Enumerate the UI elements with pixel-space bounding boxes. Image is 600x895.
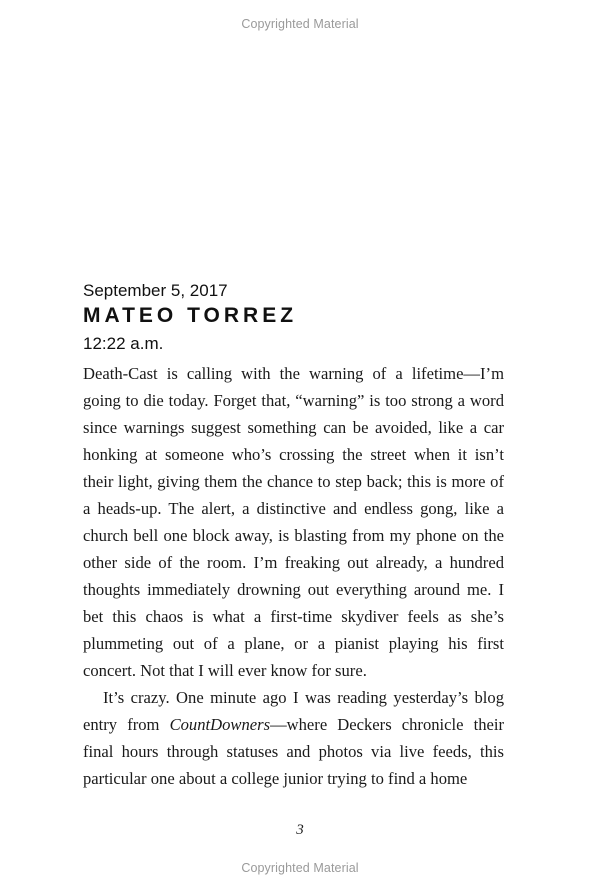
copyright-watermark-top: Copyrighted Material xyxy=(241,17,359,31)
body-text xyxy=(83,360,504,792)
chapter-time: 12:22 a.m. xyxy=(83,334,164,353)
paragraph-2 xyxy=(83,684,504,792)
paragraph-1: Death-Cast is calling with the warning of a lifetime—I’m going to die today. Forget that, “warning” is too strong a word since warnings suggest something can be avoided, like a car honking at someone who’s crossing the street when it isn’t their light, giving them the chance to step back; this is more of a heads-up. The alert, a distinctive and endless gong, like a church bell one block away, is blasting from my phone on the other side of the room. I’m freaking out already, a hundred thoughts immediately drowning out everything around me. I bet this chaos is what a first-time skydiver feels as she’s plummeting out of a plane, or a pianist playing his first concert. Not that I will ever know for sure. xyxy=(83,364,504,680)
paragraph-2-text-start: It’s crazy. One minute ago I was reading yesterday’s blog entry from xyxy=(83,688,504,734)
chapter-character-name: MATEO TORREZ xyxy=(83,304,298,327)
chapter-date: September 5, 2017 xyxy=(83,281,228,300)
copyright-watermark-bottom: Copyrighted Material xyxy=(241,861,359,875)
page-number: 3 xyxy=(296,822,304,838)
paragraph-2-text-end: —where Deckers chronicle their final hours through statuses and photos via live feeds, this particular one about a college junior trying to find a home xyxy=(83,715,504,788)
blog-title-italic: CountDowners xyxy=(169,715,271,734)
